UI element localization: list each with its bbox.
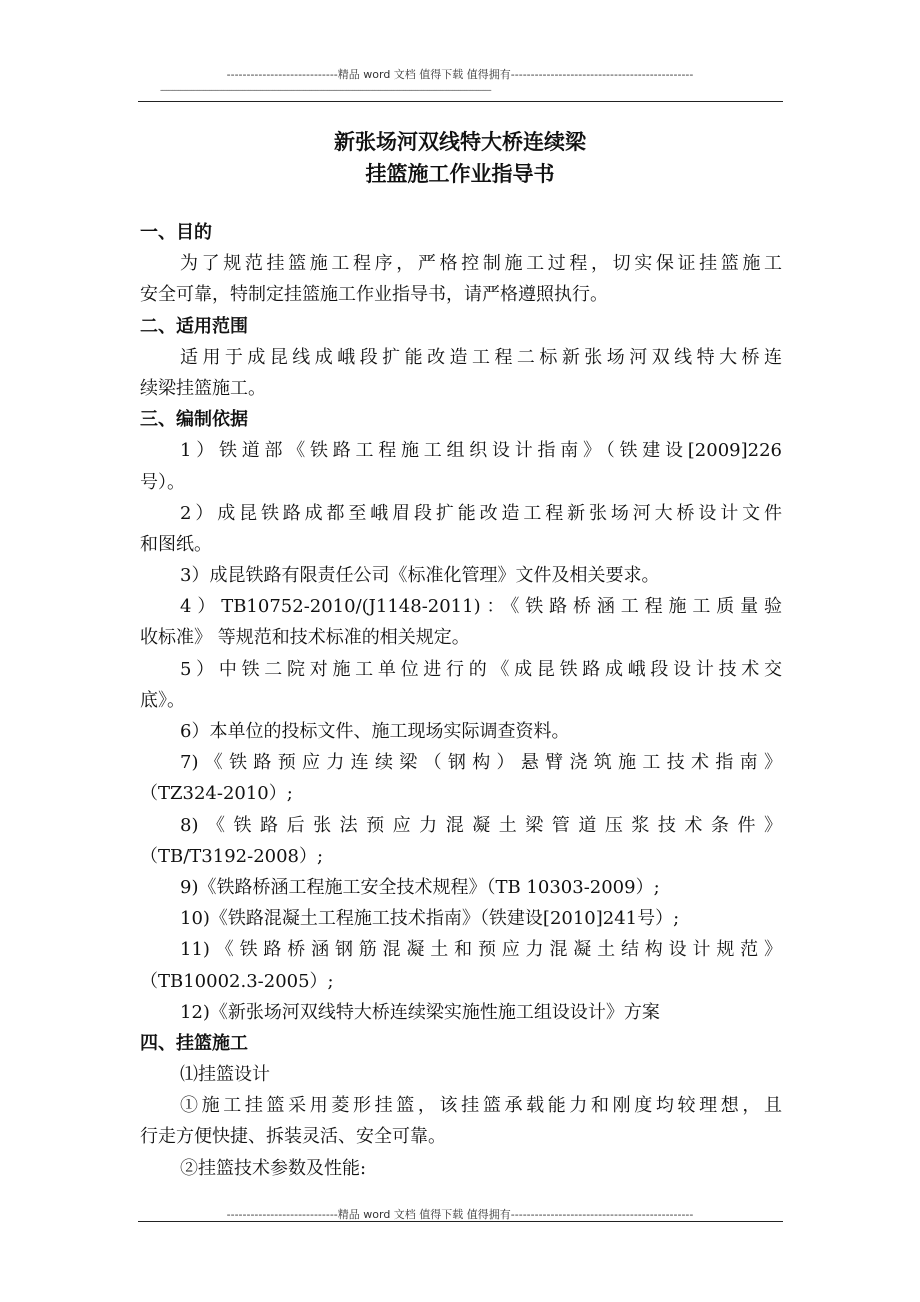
basis-item-6: 6）本单位的投标文件、施工现场实际调查资料。	[180, 721, 570, 742]
basis-item-8-cont: （TB/T3192-2008）;	[140, 845, 324, 867]
paragraph-line: 行走方便快捷、拆装灵活、安全可靠。	[140, 1126, 446, 1148]
basis-item-5-cont: 底》。	[140, 689, 185, 711]
paragraph-line: 适用于成昆线成峨段扩能改造工程二标新张场河双线特大桥连	[180, 346, 782, 368]
basis-item-8: 8)《铁路后张法预应力混凝土梁管道压浆技术条件》	[180, 814, 782, 836]
paragraph-line: 安全可靠，特制定挂篮施工作业指导书，请严格遵照执行。	[140, 284, 608, 306]
paragraph-line: 续梁挂篮施工。	[140, 377, 266, 399]
basis-item-9: 9)《铁路桥涵工程施工安全技术规程》（TB 10303-2009）;	[180, 876, 660, 898]
section-heading-purpose: 一、目的	[140, 222, 212, 243]
document-title-line2: 挂篮施工作业指导书	[365, 162, 555, 186]
basis-item-2: 2）成昆铁路成都至峨眉段扩能改造工程新张场河大桥设计文件	[180, 502, 782, 524]
basis-item-1-cont: 号）。	[140, 471, 185, 493]
section-heading-construction: 四、挂篮施工	[140, 1032, 248, 1054]
basis-item-7-cont: （TZ324-2010）;	[140, 783, 293, 805]
document-title-line1: 新张场河双线特大桥连续梁	[334, 130, 586, 154]
paragraph-line: ②挂篮技术参数及性能:	[180, 1157, 367, 1179]
basis-item-2-cont: 和图纸。	[140, 533, 212, 555]
basis-item-10: 10)《铁路混凝土工程施工技术指南》（铁建设[2010]241号）;	[180, 908, 680, 930]
header-rule	[138, 101, 783, 102]
section-heading-scope: 二、适用范围	[140, 315, 248, 337]
page-header-banner: ----------------------------精品 word 文档 值得下载 值得拥有----------------------------------------------	[226, 68, 694, 81]
basis-item-11: 11)《铁路桥涵钢筋混凝土和预应力混凝土结构设计规范》	[180, 939, 782, 961]
basis-item-7: 7)《铁路预应力连续梁（钢构）悬臂浇筑施工技术指南》	[180, 752, 782, 774]
paragraph-line: 为了规范挂篮施工程序，严格控制施工过程，切实保证挂篮施工	[180, 253, 782, 275]
document-body	[140, 217, 782, 1184]
basis-item-1: 1）铁道部《铁路工程施工组织设计指南》（铁建设[2009]226	[180, 440, 782, 462]
page-header-dashes: ------------------------------------------------------------------------------------------------------------------------------------------------------------------	[160, 86, 491, 96]
basis-item-11-cont: （TB10002.3-2005）;	[140, 970, 334, 992]
basis-item-4: 4）TB10752-2010/(J1148-2011)：《铁路桥涵工程施工质量验	[180, 596, 782, 618]
footer-rule	[138, 1221, 783, 1222]
basis-item-5: 5）中铁二院对施工单位进行的《成昆铁路成峨段设计技术交	[180, 658, 782, 680]
basis-item-12: 12)《新张场河双线特大桥连续梁实施性施工组设设计》方案	[180, 1001, 660, 1023]
basis-item-4-cont: 收标准》 等规范和技术标准的相关规定。	[140, 627, 470, 649]
page-footer-banner: ----------------------------精品 word 文档 值得下载 值得拥有----------------------------------------------	[226, 1208, 694, 1221]
paragraph-line: ①施工挂篮采用菱形挂篮，该挂篮承载能力和刚度均较理想，且	[180, 1095, 782, 1117]
subsection-heading-design: ⑴挂篮设计	[180, 1064, 270, 1086]
section-heading-basis: 三、编制依据	[140, 409, 248, 431]
basis-item-3: 3）成昆铁路有限责任公司《标准化管理》文件及相关要求。	[180, 565, 660, 587]
